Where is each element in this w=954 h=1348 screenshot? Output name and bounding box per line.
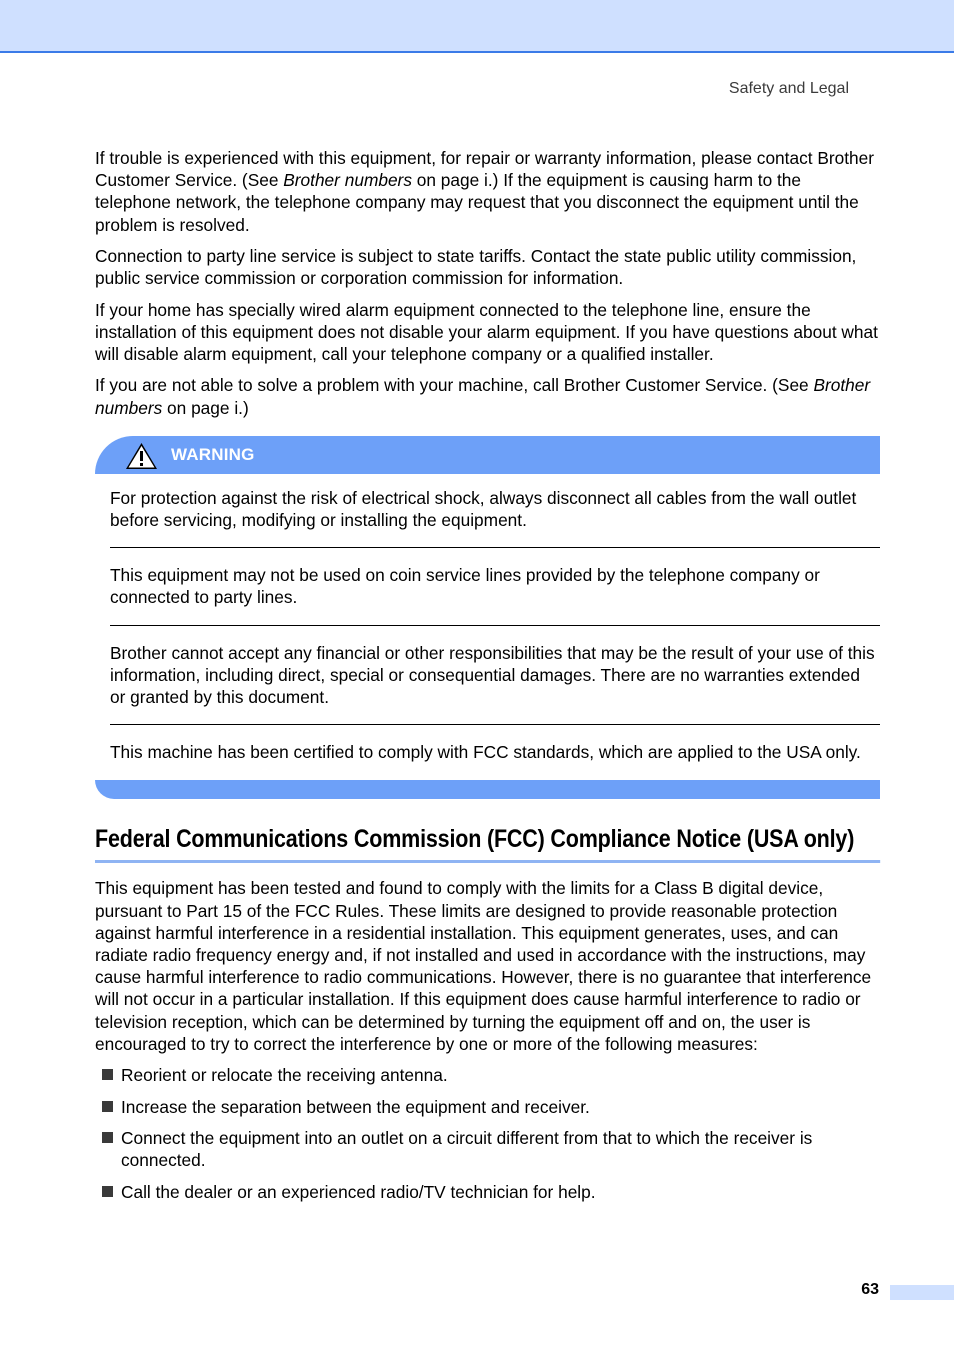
page-number: 63 [861,1281,879,1298]
warning-item: For protection against the risk of electrical shock, always disconnect all cables from the wall outlet before servicing, modifying or installing the equipment. [110,487,857,530]
paragraph-text: If your home has specially wired alarm equipment connected to the telephone line, ensure the installation of this equipment does not disable your alarm equipment. If you have questions about what will disable alarm equipment, call your telephone company or a qualified installer. [95,299,878,364]
section-body [95,877,880,1202]
cross-reference: Brother numbers [95,375,871,418]
header-band [0,0,954,53]
list-item [95,1181,880,1203]
section-title: Federal Communications Commission (FCC) Compliance Notice (USA only) [95,825,880,863]
paragraph [95,147,880,236]
square-bullet-icon [102,1101,113,1112]
warning-header [95,436,880,474]
warning-triangle-icon [125,442,158,470]
warning-label: WARNING [171,444,255,464]
paragraph-text: If trouble is experienced with this equipment, for repair or warranty information, please contact Brother Customer Service. (See [95,148,874,191]
warning-box [95,436,880,800]
square-bullet-icon [102,1132,113,1143]
list-item-text: Connect the equipment into an outlet on a circuit different from that to which the receiver is connected. [121,1128,813,1171]
running-header: Safety and Legal [728,80,849,97]
list-item-text: Increase the separation between the equipment and receiver. [121,1096,590,1117]
list-item [95,1064,880,1086]
square-bullet-icon [102,1186,113,1197]
page-tab [890,1285,954,1300]
warning-body [95,474,880,780]
cross-reference: Brother numbers [283,170,412,191]
bullet-list [95,1064,880,1203]
section-paragraph: This equipment has been tested and found to comply with the limits for a Class B digital device, pursuant to Part 15 of the FCC Rules. These limits are designed to provide reasonable protection against harmful interference in a residential installation. This equipment generates, uses, and can radiate radio frequency energy and, if not installed and used in accordance with the instructions, may cause harmful interference to radio communications. However, there is no guarantee that interference will not occur in a particular installation. If this equipment does cause harmful interference to radio or television reception, which can be determined by turning the equipment off and on, the user is encouraged to try to correct the interference by one or more of the following measures: [95,878,872,1054]
square-bullet-icon [102,1069,113,1080]
warning-item: This equipment may not be used on coin service lines provided by the telephone company or connected to party lines. [110,547,880,624]
paragraph [95,374,880,418]
paragraph-text: If you are not able to solve a problem with your machine, call Brother Customer Service. (See [95,375,814,396]
paragraph [95,245,880,289]
paragraph-text: on page i.) If the equipment is causing harm to the telephone network, the telephone company may request that you disconnect the equipment until the problem is resolved. [95,170,859,235]
warning-item: This machine has been certified to comply with FCC standards, which are applied to the USA only. [110,724,880,779]
list-item [95,1127,880,1171]
paragraph-text: Connection to party line service is subject to state tariffs. Contact the state public utility commission, public service commission or corporation commission for information. [95,246,857,289]
paragraph-text: on page i.) [162,397,249,418]
page-content [95,147,880,1212]
list-item-text: Reorient or relocate the receiving antenna. [121,1065,448,1086]
warning-item: Brother cannot accept any financial or other responsibilities that may be the result of your use of this information, including direct, special or consequential damages. There are no warranties extended or granted by this document. [110,625,880,725]
list-item [95,1096,880,1118]
warning-footer [95,780,880,799]
paragraph [95,299,880,366]
list-item-text: Call the dealer or an experienced radio/TV technician for help. [121,1181,596,1202]
